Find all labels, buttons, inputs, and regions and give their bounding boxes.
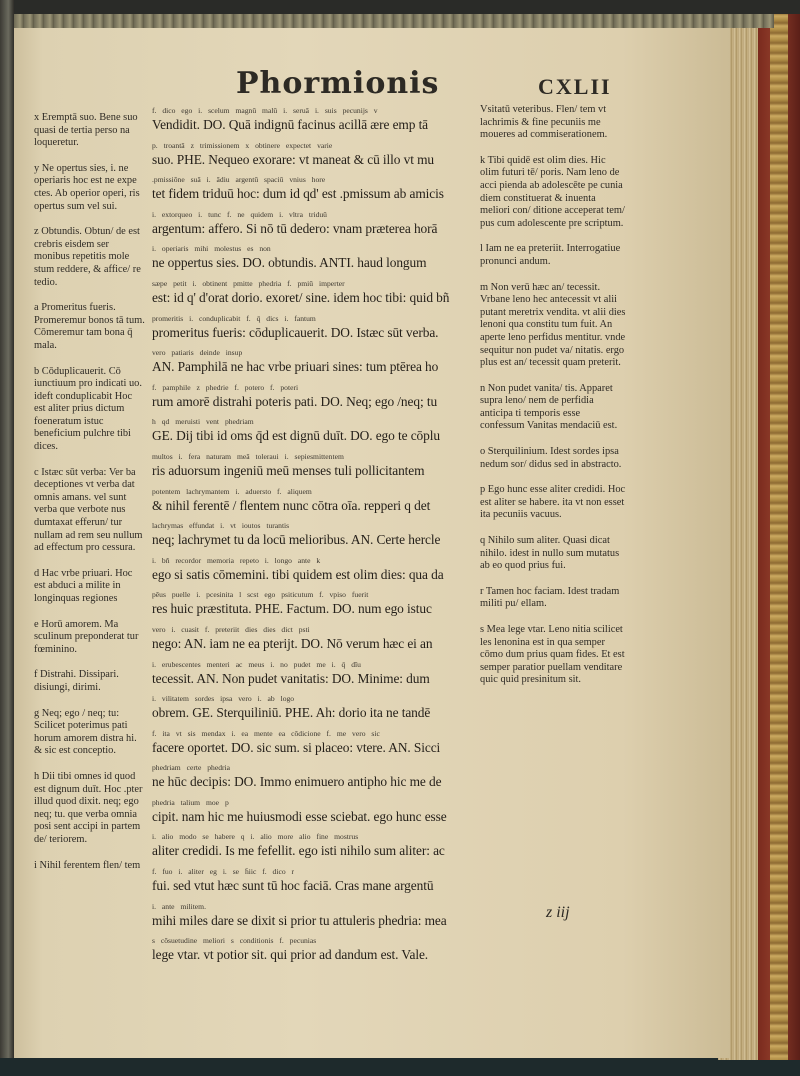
commentary-note: n Non pudet vanita/ tis. Apparet supra leno/ nem de perfidia anticipa ti temporis esse confessum Vanitas mendaciū est. (480, 382, 618, 432)
interlinear-gloss: i. extorqueo i. tunc f. ne quidem i. vltra triduū (152, 209, 327, 219)
text-line (152, 417, 480, 452)
interlinear-gloss: phedriam certe phedria (152, 763, 230, 773)
verse-line: nego: AN. iam ne ea pterijt. DO. Nō verum hæc ei an (152, 635, 433, 651)
verse-line: & nihil ferentē / flentem nunc cōtra oīa. repperi q det (152, 497, 431, 513)
verse-line: res huic præstituta. PHE. Factum. DO. num ego istuc (152, 601, 432, 617)
interlinear-gloss: p. troantā z trimissionem x obtinere expectet varie (152, 140, 333, 150)
verse-line: ego si satis cōmemini. tibi quidem est olim dies: qua da (152, 566, 444, 582)
commentary-note: d Hac vrbe priuari. Hoc est abduci a milite in longinquas regiones (34, 567, 133, 604)
commentary-note: o Sterquilinium. Idest sordes ipsa nedum sor/ didus sed in abstracto. (480, 446, 622, 470)
interlinear-gloss: vero i. cuasit f. preteriit dies dies dict psti (152, 624, 310, 634)
interlinear-gloss: i. erubescentes menteri ac meus i. no pudet me i. q̄ dīu (152, 659, 361, 669)
commentary-note: s Mea lege vtar. Leno nitia scilicet les lenonina est in qua semper cōmo dum prius quam fides. Et est semper paratior puellam venditare quic quid presinitum sit. (480, 624, 625, 686)
text-line (152, 694, 480, 729)
text-line (152, 210, 480, 245)
interlinear-gloss: .pmissiōne suā i. ādiu argentū spaciū vnius hore (152, 175, 326, 185)
interlinear-gloss: i. bñ recordor memoria repeto i. longo ante k (152, 555, 321, 565)
verse-line: facere oportet. DO. sic sum. si placeo: vtere. AN. Sicci (152, 739, 441, 755)
text-line (152, 279, 480, 314)
verse-line: neq; lachrymet tu da locū melioribus. AN. Certe hercle (152, 532, 441, 548)
interlinear-gloss: i. operiaris mihi molestus es non (152, 244, 271, 254)
running-head: Phormionis (236, 66, 440, 101)
commentary-note: c Istæc sūt verba: Ver ba deceptiones vt verba dat omnis amans. vel sunt verba que verbote nus dumtaxat efferun/ tur nullam ad rem seu nullum ad effectum pro cessura. (34, 466, 143, 554)
text-line (152, 763, 480, 798)
gilt-edge (770, 14, 788, 1060)
verse-line: ne hūc decipis: DO. Immo enimuero antipho hic me de (152, 774, 442, 790)
interlinear-gloss: promeritis i. conduplicabit f. q̄ dics i. fantum (152, 313, 316, 323)
verse-line: argentum: affero. Si nō tū dedero: vnam præterea horā (152, 220, 438, 236)
verse-line: AN. Pamphilā ne hac vrbe priuari sines: tum ptērea ho (152, 359, 439, 375)
commentary-note: a Promeritus fueris. Promeremur bonos tā tum. Cōmeremur tam bona q̄ mala. (34, 302, 145, 351)
interlinear-gloss: i. ante militem. (152, 901, 206, 911)
verse-line: mihi miles dare se dixit si prior tu attuleris phedria: mea (152, 912, 447, 928)
interlinear-gloss: f. pamphile z phedrie f. potero f. poteri (152, 382, 299, 392)
verse-line: suo. PHE. Nequeo exorare: vt maneat & cū illo vt mu (152, 151, 434, 167)
interlinear-gloss: vero patiaris deinde insup (152, 348, 243, 358)
book-cover-edge (0, 0, 14, 1076)
folio-number: CXLII (538, 74, 612, 99)
interlinear-gloss: pēus puelle i. pcesinita l scst ego psiticutum f. vpiso fuerit (152, 590, 369, 600)
interlinear-gloss: potentem lachrymantem i. aduersto f. aliquem (152, 486, 312, 496)
commentary-note: k Tibi quidē est olim dies. Hic olim futuri tē/ poris. Nam leno de acci pienda ab adolescēte pe cunia diem constituerat & inuenta meliori con/ ditione acceperat tem/ pus cum adolescente pre scriptum. (480, 154, 625, 229)
text-line (152, 106, 480, 141)
interlinear-gloss: sæpe petit i. obtinent pmitte phedria f. pmiū imperter (152, 278, 345, 288)
interlinear-gloss: s cōsuetudine meliori s conditionis f. pecunias (152, 936, 317, 946)
verse-line: tet fidem triduū hoc: dum id qd' est .pmissum ab amicis (152, 186, 444, 202)
text-line (152, 798, 480, 833)
commentary-note: p Ego hunc esse aliter credidi. Hoc est aliter se habere. ita vt non esset ita pecuniis vacuus. (480, 484, 626, 521)
commentary-note: x Eremptā suo. Bene suo quasi de tertia perso na loqueretur. (34, 112, 138, 149)
main-text-block (152, 106, 480, 971)
verse-line: aliter credidi. Is me fefellit. ego isti nihilo sum aliter: ac (152, 843, 445, 859)
commentary-note: r Tamen hoc faciam. Idest tradam militi pu/ ellam. (480, 585, 620, 610)
text-line (152, 660, 480, 695)
text-line (152, 141, 480, 176)
headband (14, 14, 774, 28)
commentary-note: g Neq; ego / neq; tu: Scilicet poterimus pati horum amorem distra hi. & sic est conceptio. (34, 707, 137, 757)
interlinear-gloss: i. vilitatem sordes ipsa vero i. ab logo (152, 694, 295, 704)
commentary-note: e Horū amorem. Ma sculinum preponderat tur fœminino. (34, 618, 139, 655)
interlinear-gloss: f. fuo i. aliter eg i. se h̄iic f. dico r (152, 867, 295, 877)
text-line (152, 348, 480, 383)
verse-line: rum amorē distrahi poteris pati. DO. Neq; ego /neq; tu (152, 393, 438, 409)
interlinear-gloss: multos i. fera naturam meā toleraui i. sepiesmittentem (152, 451, 344, 461)
commentary-note: Vsitatū veteribus. Flen/ tem vt lachrimis & fine pecuniis me moueres ad commiserationem. (480, 104, 608, 141)
commentary-note: b Cōduplicauerit. Cō iunctiuum pro indicati uo. ideft conduplicabit Hoc est aliter prius dictum foeneratum istuc beneficium pulchre tibi dices. (34, 365, 142, 453)
verse-line: GE. Dij tibi id oms q̄d est dignū duīt. DO. ego te cōplu (152, 428, 440, 444)
verse-line: Vendidit. DO. Quā indignū facinus acillā ære emp tā (152, 117, 429, 132)
commentary-note: m Non verū hæc an/ tecessit. Vrbane leno hec antecessit vt alii putant meretrix vendita. vt alii dies lenoni qua constitu tum fuit. An aperte leno perfidus mentitur. vnde sequitur non pudet va/ nitatis. ergo plus est an/ tecessit quam preterit. (480, 281, 626, 369)
verse-line: ris aduorsum ingeniū meū menses tuli pollicitantem (152, 462, 425, 478)
verse-line: cipit. nam hic me huiusmodi esse sciebat. ego hunc esse (152, 808, 447, 824)
signature-mark: z iij (546, 904, 570, 921)
commentary-note: i Nihil ferentem flen/ tem (34, 859, 141, 871)
verse-line: est: id q' d'orat dorio. exoret/ sine. idem hoc tibi: quid bñ (152, 289, 450, 305)
scan-background (0, 1058, 800, 1076)
commentary-note: q Nihilo sum aliter. Quasi dicat nihilo. idest in nullo sum mutatus ab eo quod prius fui. (480, 535, 620, 572)
verse-line: tecessit. AN. Non pudet vanitatis: DO. Minime: dum (152, 670, 430, 686)
interlinear-gloss: f. dico ego i. scelum magnū malū i. seruā i. suis pecunijs v (152, 106, 378, 115)
text-line (152, 902, 480, 937)
text-line (152, 487, 480, 522)
text-line (152, 175, 480, 210)
interlinear-gloss: i. alio modo se habere q i. alio more alio fine mostrus (152, 832, 359, 842)
commentary-note: y Ne opertus sies, i. ne operiaris hoc est ne expe ctes. Ab operior operi, ris opertus sum vel sui. (34, 162, 140, 212)
interlinear-gloss: phedria talium moe p (152, 797, 229, 807)
text-line (152, 556, 480, 591)
text-line (152, 936, 480, 971)
verse-line: ne oppertus sies. DO. obtundis. ANTI. haud longum (152, 255, 427, 271)
text-line (152, 521, 480, 556)
text-line (152, 729, 480, 764)
text-line (152, 832, 480, 867)
interlinear-gloss: f. ita vt sis mendax i. ea mente ea cōdicione f. me vero sic (152, 728, 380, 738)
right-commentary (480, 104, 626, 700)
text-line (152, 625, 480, 660)
left-commentary (34, 112, 146, 885)
text-line (152, 244, 480, 279)
verse-line: obrem. GE. Sterquiliniū. PHE. Ah: dorio ita ne tandē (152, 705, 431, 721)
commentary-note: l Iam ne ea preteriit. Interrogatiue pronunci andum. (480, 243, 621, 267)
text-line (152, 590, 480, 625)
text-line (152, 383, 480, 418)
verse-line: promeritus fueris: cōduplicauerit. DO. Istæc sūt verba. (152, 324, 439, 340)
text-line (152, 452, 480, 487)
text-line (152, 314, 480, 349)
interlinear-gloss: h qd meruisti vent phedriam (152, 417, 254, 427)
verse-line: fui. sed vtut hæc sunt tū hoc faciā. Cras mane argentū (152, 878, 434, 894)
commentary-note: z Obtundis. Obtun/ de est crebris eisdem ser monibus repetitis mole stum reddere, & affice/ re tedio. (34, 226, 141, 288)
commentary-note: f Distrahi. Dissipari. disiungi, dirimi. (34, 669, 119, 693)
verse-line: lege vtar. vt potior sit. qui prior ad dandum est. Vale. (152, 947, 429, 963)
text-line (152, 867, 480, 902)
interlinear-gloss: lachrymas effundat i. vt ioutos turantis (152, 521, 290, 531)
commentary-note: h Dii tibi omnes id quod est dignum duīt. Hoc .pter illud quod dixit. neq; ego neq; tu. que verba omnia posi sent accipi in partem de/ teriorem. (34, 770, 143, 845)
